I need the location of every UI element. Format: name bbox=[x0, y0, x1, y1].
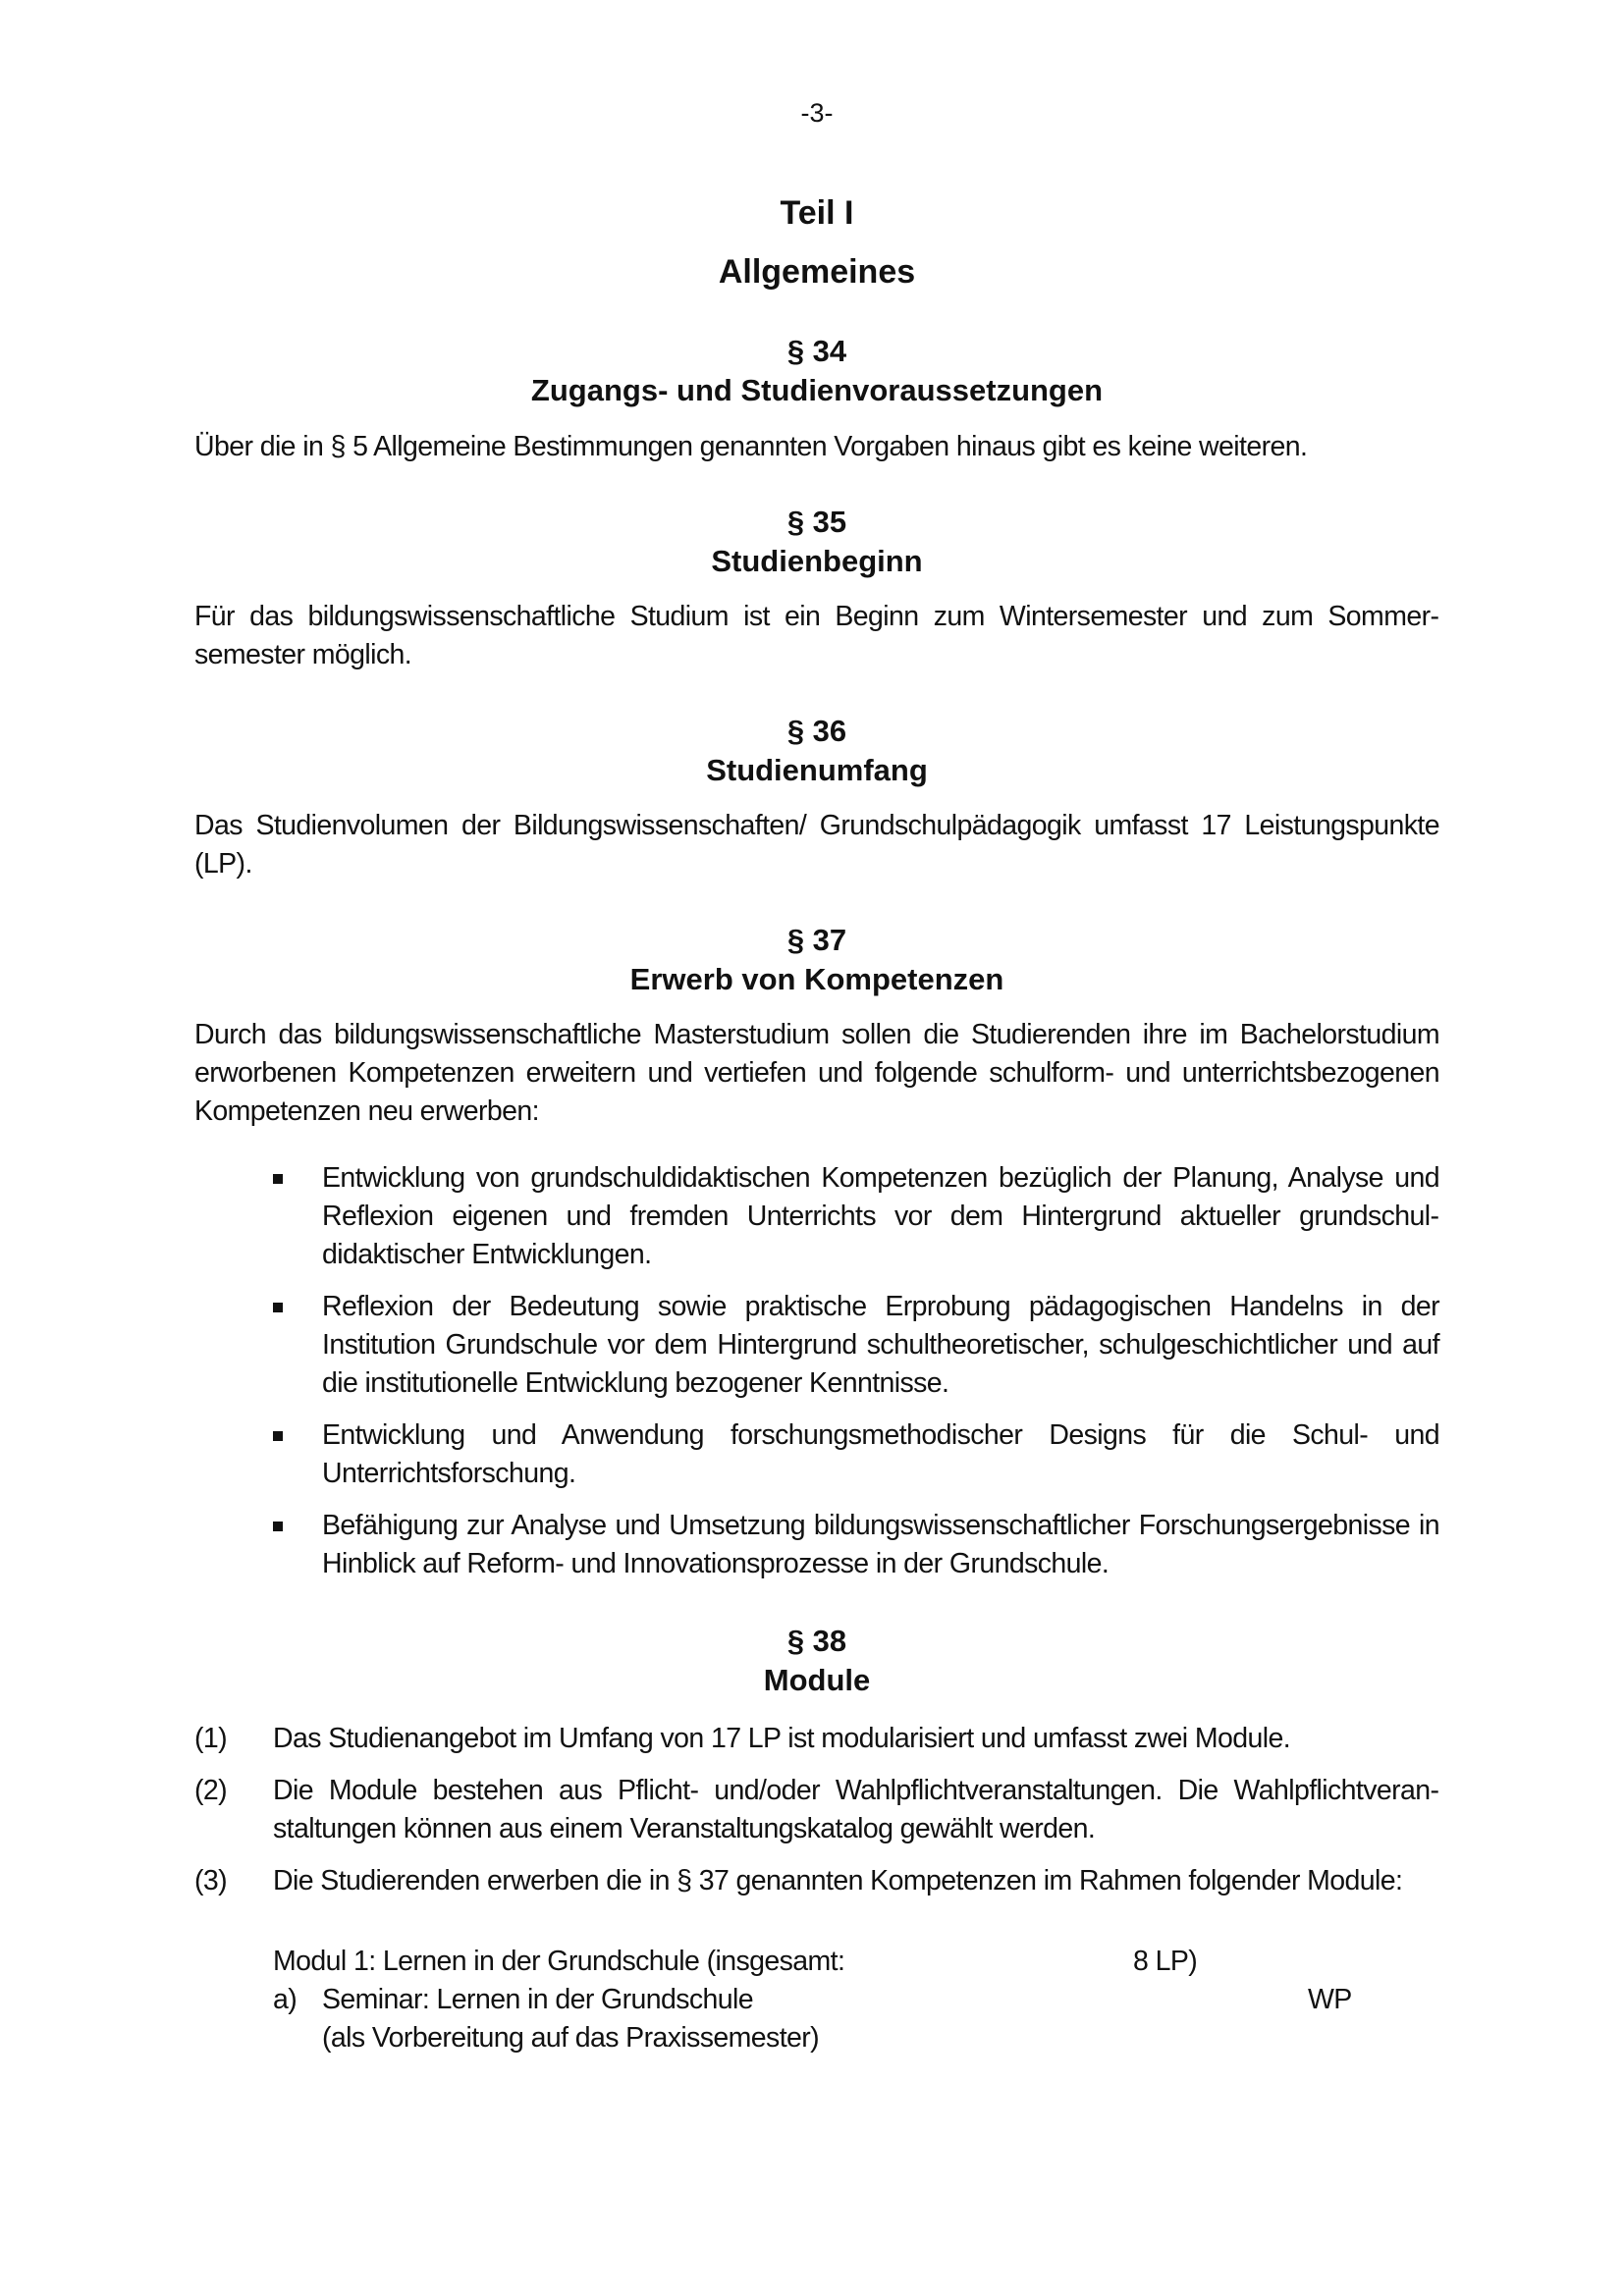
section-35-text: Für das bildungswissenschaftliche Studium ist ein Beginn zum Wintersemester und zum Sommersemester möglich. bbox=[194, 601, 1439, 670]
competence-list bbox=[194, 1159, 1439, 1597]
module-title: Modul 1: Lernen in der Grundschule (insgesamt: bbox=[273, 1946, 845, 1977]
section-number: § 35 bbox=[786, 505, 847, 539]
section-title: Module bbox=[763, 1663, 871, 1697]
section-title: Erwerb von Kompetenzen bbox=[629, 962, 1004, 996]
module-1-course-a bbox=[273, 1981, 1439, 2019]
numbered-paragraph bbox=[194, 1720, 1439, 1758]
section-35-heading bbox=[194, 503, 1439, 581]
paragraph-number: (2) bbox=[194, 1775, 228, 1806]
module-1-block bbox=[273, 1943, 1439, 2057]
section-number: § 37 bbox=[786, 923, 847, 957]
square-bullet-icon bbox=[273, 1303, 283, 1312]
section-36-text: Das Studienvolumen der Bildungswissenschaften/ Grundschulpädagogik umfasst 17 Leistungspunkte (LP). bbox=[194, 810, 1439, 880]
section-37-text: Durch das bildungswissenschaftliche Masterstudium sollen die Studierenden ihre im Bachelorstudium erworbenen Kompetenzen erweitern und vertiefen und folgende schulform- und unterrichtsbezogenen Kompetenzen neu erwerben: bbox=[194, 1019, 1439, 1127]
paragraph-number: (1) bbox=[194, 1723, 228, 1754]
section-title: Zugangs- und Studienvoraussetzungen bbox=[530, 373, 1104, 407]
list-item bbox=[194, 1288, 1439, 1403]
list-item bbox=[194, 1159, 1439, 1274]
module-paragraphs bbox=[194, 1720, 1439, 1914]
section-36-heading bbox=[194, 712, 1439, 790]
section-34-heading bbox=[194, 332, 1439, 410]
paragraph-text: Die Module bestehen aus Pflicht- und/oder Wahlpflichtveranstaltungen. Die Wahlpflichtveranstaltungen können aus einem Veranstaltungskatalog gewählt werden. bbox=[273, 1775, 1439, 1844]
part-title: Allgemeines bbox=[718, 253, 916, 291]
section-title: Studienumfang bbox=[706, 753, 928, 787]
numbered-paragraph bbox=[194, 1862, 1439, 1900]
square-bullet-icon bbox=[273, 1431, 283, 1441]
course-type: WP bbox=[1308, 1984, 1352, 2015]
section-number: § 34 bbox=[786, 334, 847, 368]
list-item-text: Entwicklung und Anwendung forschungsmethodischer Designs für die Schul- und Unterrichtsforschung. bbox=[322, 1419, 1439, 1489]
square-bullet-icon bbox=[273, 1522, 283, 1531]
list-item-text: Entwicklung von grundschuldidaktischen Kompetenzen bezüglich der Planung, Analyse und Reflexion eigenen und fremden Unterrichts vor dem Hintergrund aktueller grundschuldidaktischer Entwicklungen. bbox=[322, 1162, 1439, 1270]
page-number: -3- bbox=[800, 98, 834, 128]
paragraph-number: (3) bbox=[194, 1865, 228, 1896]
section-34-text: Über die in § 5 Allgemeine Bestimmungen genannten Vorgaben hinaus gibt es keine weiteren. bbox=[194, 431, 1308, 462]
course-title: Seminar: Lernen in der Grundschule bbox=[322, 1984, 754, 2015]
part-heading: Teil I bbox=[780, 194, 854, 232]
list-item bbox=[194, 1416, 1439, 1493]
section-number: § 36 bbox=[786, 714, 847, 748]
list-item bbox=[194, 1507, 1439, 1583]
paragraph-text: Das Studienangebot im Umfang von 17 LP ist modularisiert und umfasst zwei Module. bbox=[273, 1723, 1291, 1754]
course-note: (als Vorbereitung auf das Praxissemester) bbox=[322, 2022, 820, 2054]
paragraph-text: Die Studierenden erwerben die in § 37 genannten Kompetenzen im Rahmen folgender Module: bbox=[273, 1865, 1403, 1896]
module-1-header bbox=[273, 1943, 1439, 1981]
module-1-course-a-note bbox=[273, 2019, 1439, 2057]
square-bullet-icon bbox=[273, 1174, 283, 1184]
module-credits: 8 LP) bbox=[1133, 1946, 1198, 1977]
numbered-paragraph bbox=[194, 1772, 1439, 1848]
list-item-text: Reflexion der Bedeutung sowie praktische Erprobung pädagogischen Handelns in der Institution Grundschule vor dem Hintergrund schultheoretischer, schulgeschichtlicher und auf die institutionelle Entwicklung bezogener Kenntnisse. bbox=[322, 1291, 1439, 1399]
section-title: Studienbeginn bbox=[711, 544, 923, 578]
section-37-heading bbox=[194, 921, 1439, 999]
list-item-text: Befähigung zur Analyse und Umsetzung bildungswissenschaftlicher Forschungsergebnisse in Hinblick auf Reform- und Innovationsprozesse in der Grundschule. bbox=[322, 1510, 1439, 1579]
section-number: § 38 bbox=[786, 1624, 847, 1658]
section-38-heading bbox=[194, 1622, 1439, 1700]
course-letter: a) bbox=[273, 1984, 298, 2015]
